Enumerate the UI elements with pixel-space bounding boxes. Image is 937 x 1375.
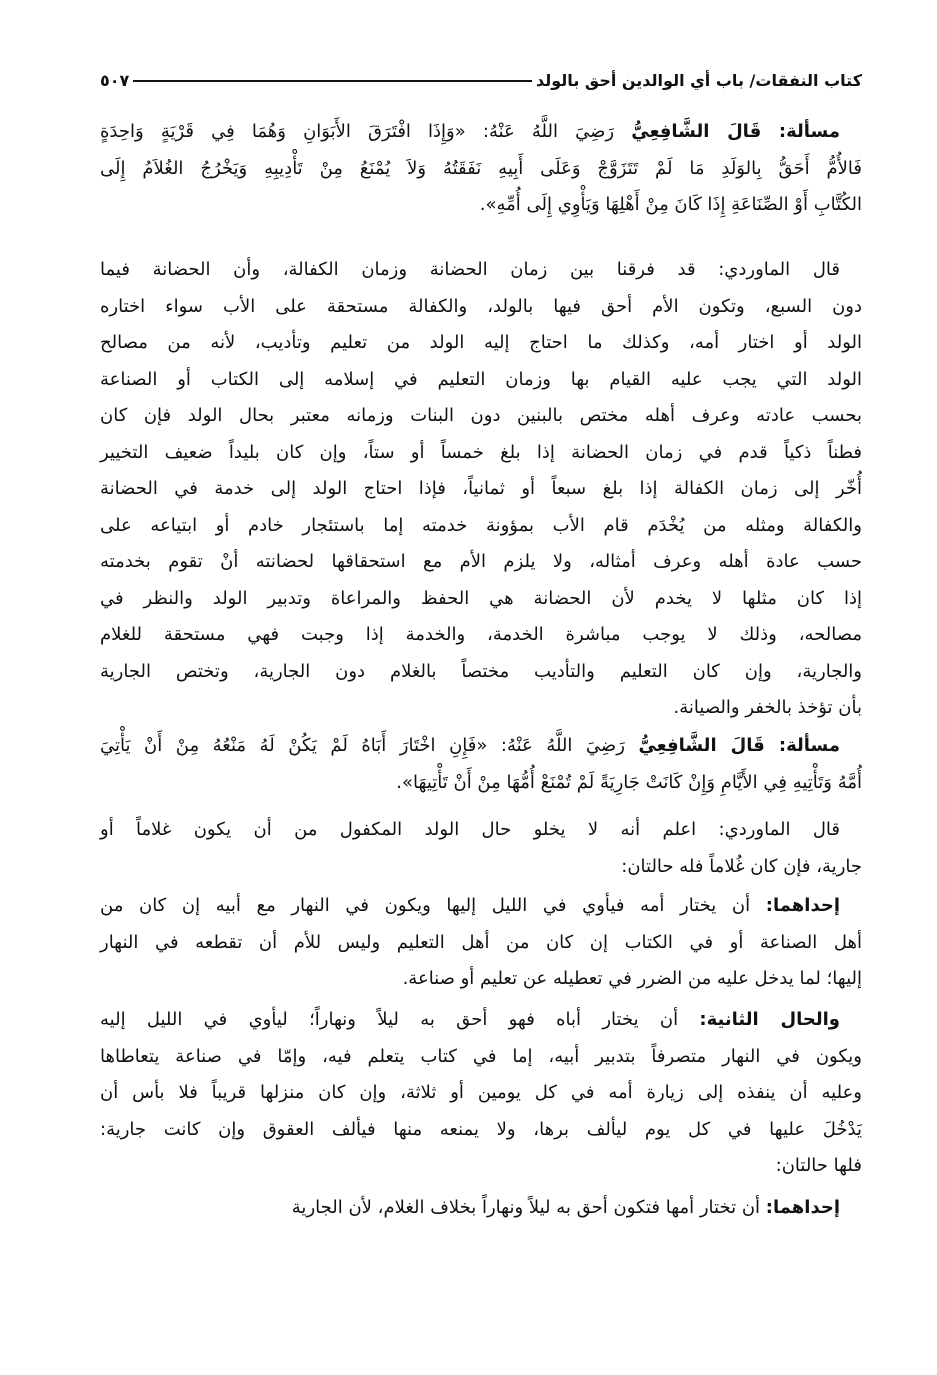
- line-text: دون السبع، وتكون الأم أحق فيها بالولد، والكفالة مستحقة على الأب سواء اختاره: [100, 295, 862, 317]
- line-text: فَالأُمُّ أَحَقُّ بِالوَلَدِ مَا لَمْ تَتَزَوَّجْ وَعَلَى أَبِيهِ نَفَقَتُهُ وَلاَ يُمْنَعُ مِنْ تَأْدِيبِهِ وَيَخْرُجُ الغُلاَمُ إِلَى: [100, 157, 862, 179]
- line-text: بحسب عادته وعرف أهله مختص بالبنين دون البنات وزمانه معتبر بحال الولد فإن كان: [100, 405, 862, 426]
- line-text: قال الماوردي: قد فرقنا بين زمان الحضانة وزمان الكفالة، وأن الحضانة فيما: [100, 259, 840, 280]
- paragraph-second-case: [100, 1002, 862, 1185]
- line-text: مصالحه، وذلك لا يوجب مباشرة الخدمة، والخدمة إذا وجبت فهي مستحقة للغلام: [100, 624, 862, 645]
- line-text: والجارية، وإن كان التعليم والتأديب مختصاً بالغلام دون الجارية، وتختص الجارية: [100, 660, 862, 682]
- text-line: [100, 654, 862, 691]
- text-line: [100, 544, 862, 581]
- paragraph-lead: إحداهما:: [765, 895, 840, 916]
- paragraph-girl-first-case: [100, 1190, 862, 1227]
- text-line: [100, 151, 862, 188]
- line-text: إليها؛ لما يدخل عليه من الضرر في تعطيله عن تعليم أو صناعة.: [402, 968, 862, 989]
- text-line: [100, 1039, 862, 1076]
- running-header: [100, 60, 862, 90]
- text-line: [100, 471, 862, 508]
- line-text: إذا كان مثلها لا يخدم لأن الحضانة هي الحفظ والمراعاة وتدبير الولد والنظر في: [100, 587, 862, 609]
- line-text: فطناً ذكياً قدم في زمان الحضانة إذا بلغ خمساً أو ستاً، وإن كان بليداً ضعيف التخيير: [100, 441, 862, 463]
- text-line: [100, 252, 862, 289]
- text-line: [100, 435, 862, 472]
- line-text: رَضِيَ اللَّهُ عَنْهُ: «فَإِنِ اخْتَارَ أَبَاهُ لَمْ يَكُنْ لَهُ مَنْعُهُ مِنْ أَنْ يَأْتِيَ: [100, 735, 625, 756]
- text-line: [100, 398, 862, 435]
- text-line: [100, 581, 862, 618]
- paragraph-mawardi-commentary-1: [100, 252, 862, 727]
- line-text: أُخّر إلى زمان الكفالة إذا بلغ سبعاً أو ثمانياً، فإذا احتاج الولد إلى خدمة في الحضانة: [100, 478, 862, 499]
- text-line: [100, 187, 862, 224]
- line-text: الولد أو اختار أمه، وكذلك ما احتاج إليه الولد من تعليم وتأديب، لأنه من مصالح: [100, 332, 862, 353]
- text-line: [100, 1075, 862, 1112]
- line-text: يَدْخُلَ عليها في كل يوم ليألف برها، ولا يمنعه منها فيألف العقوق وإن كانت جارية:: [100, 1118, 862, 1140]
- text-line: [100, 961, 862, 998]
- line-text: وعليه أن ينفذه إلى زيارة أمه في كل يومين أو ثلاثة، وإن كان منزلها قريباً فلا بأس أن: [100, 1082, 862, 1103]
- text-line: [100, 690, 862, 727]
- line-text: أُمَّهُ وَتَأْتِيهِ فِي الأَيَّامِ وَإِنْ كَانَتْ جَارِيَةً لَمْ تُمْنَعْ أُمُّهَا مِنْ أَنْ تَأْتِيهَا».: [396, 771, 862, 793]
- text-line: [100, 925, 862, 962]
- line-text: أن تختار أمها فتكون أحق به ليلاً ونهاراً بخلاف الغلام، لأن الجارية: [291, 1197, 761, 1218]
- line-text: حسب عادة أهله وعرف أمثاله، ولا يلزم الأم مع استحقاقها لحضانته أنْ تقوم بخدمته: [100, 551, 862, 572]
- line-text: جارية، فإن كان غُلاماً فله حالتان:: [621, 855, 862, 877]
- paragraph-lead: إحداهما:: [765, 1197, 840, 1218]
- line-text: أهل الصناعة أو في الكتاب إن كان من أهل التعليم وليس للأم أن تقطعه في النهار: [100, 931, 862, 953]
- line-text: بأن تؤخذ بالخفر والصيانة.: [673, 697, 862, 718]
- line-text: قال الماوردي: اعلم أنه لا يخلو حال الولد المكفول من أن يكون غلاماً أو: [100, 819, 840, 840]
- text-line: [100, 1002, 862, 1039]
- paragraph-lead: مسألة: قَالَ الشَّافِعِيُّ: [638, 735, 840, 756]
- text-line: [100, 325, 862, 362]
- text-line: [100, 728, 862, 765]
- text-line: [100, 1190, 862, 1227]
- line-text: الكُتَّابِ أَوْ الصِّنَاعَةِ إِذَا كَانَ مِنْ أَهْلِهَا وَيَأْوِي إِلَى أُمِّهِ».: [479, 194, 862, 215]
- line-text: الولد التي يجب عليه القيام بها وزمان التعليم في إسلامه إلى الكتاب أو الصناعة: [100, 368, 862, 390]
- line-text: فلها حالتان:: [775, 1155, 862, 1176]
- line-text: والكفالة ومثله من يُخْدَم قام الأب بمؤونة خدمته إما باستئجار خادم أو ابتياعه على: [100, 514, 862, 536]
- line-text: ويكون في النهار متصرفاً بتدبير أبيه، إما في كتاب يتعلم فيه، وإمّا في صناعة يتعاطاها: [100, 1045, 862, 1067]
- text-line: [100, 289, 862, 326]
- line-text: أن يختار أباه فهو أحق به ليلاً ونهاراً؛ ليأوي في الليل إليه: [100, 1009, 679, 1030]
- text-line: [100, 765, 862, 802]
- running-title: كتاب النفقات/ باب أي الوالدين أحق بالولد: [536, 71, 862, 90]
- paragraph-mawardi-commentary-2: [100, 812, 862, 885]
- paragraph-lead: والحال الثانية:: [699, 1009, 840, 1030]
- paragraph-lead: مسألة: قَالَ الشَّافِعِيُّ: [631, 121, 840, 142]
- header-rule: [133, 80, 532, 82]
- text-line: [100, 1148, 862, 1185]
- paragraph-masala-2: [100, 728, 862, 801]
- text-line: [100, 812, 862, 849]
- text-line: [100, 114, 862, 151]
- text-line: [100, 1112, 862, 1149]
- text-line: [100, 888, 862, 925]
- line-text: أن يختار أمه فيأوي في الليل إليها ويكون في النهار مع أبيه إن كان من: [100, 895, 751, 916]
- page-number: ٥٠٧: [100, 71, 130, 90]
- text-line: [100, 617, 862, 654]
- paragraph-masala-1: [100, 114, 862, 224]
- line-text: رَضِيَ اللَّهُ عَنْهُ: «وَإِذَا افْتَرَقَ الأَبَوَانِ وَهُمَا فِي قَرْيَةٍ وَاحِدَةٍ: [100, 121, 615, 142]
- paragraph-first-case: [100, 888, 862, 998]
- text-line: [100, 508, 862, 545]
- text-line: [100, 849, 862, 886]
- text-line: [100, 362, 862, 399]
